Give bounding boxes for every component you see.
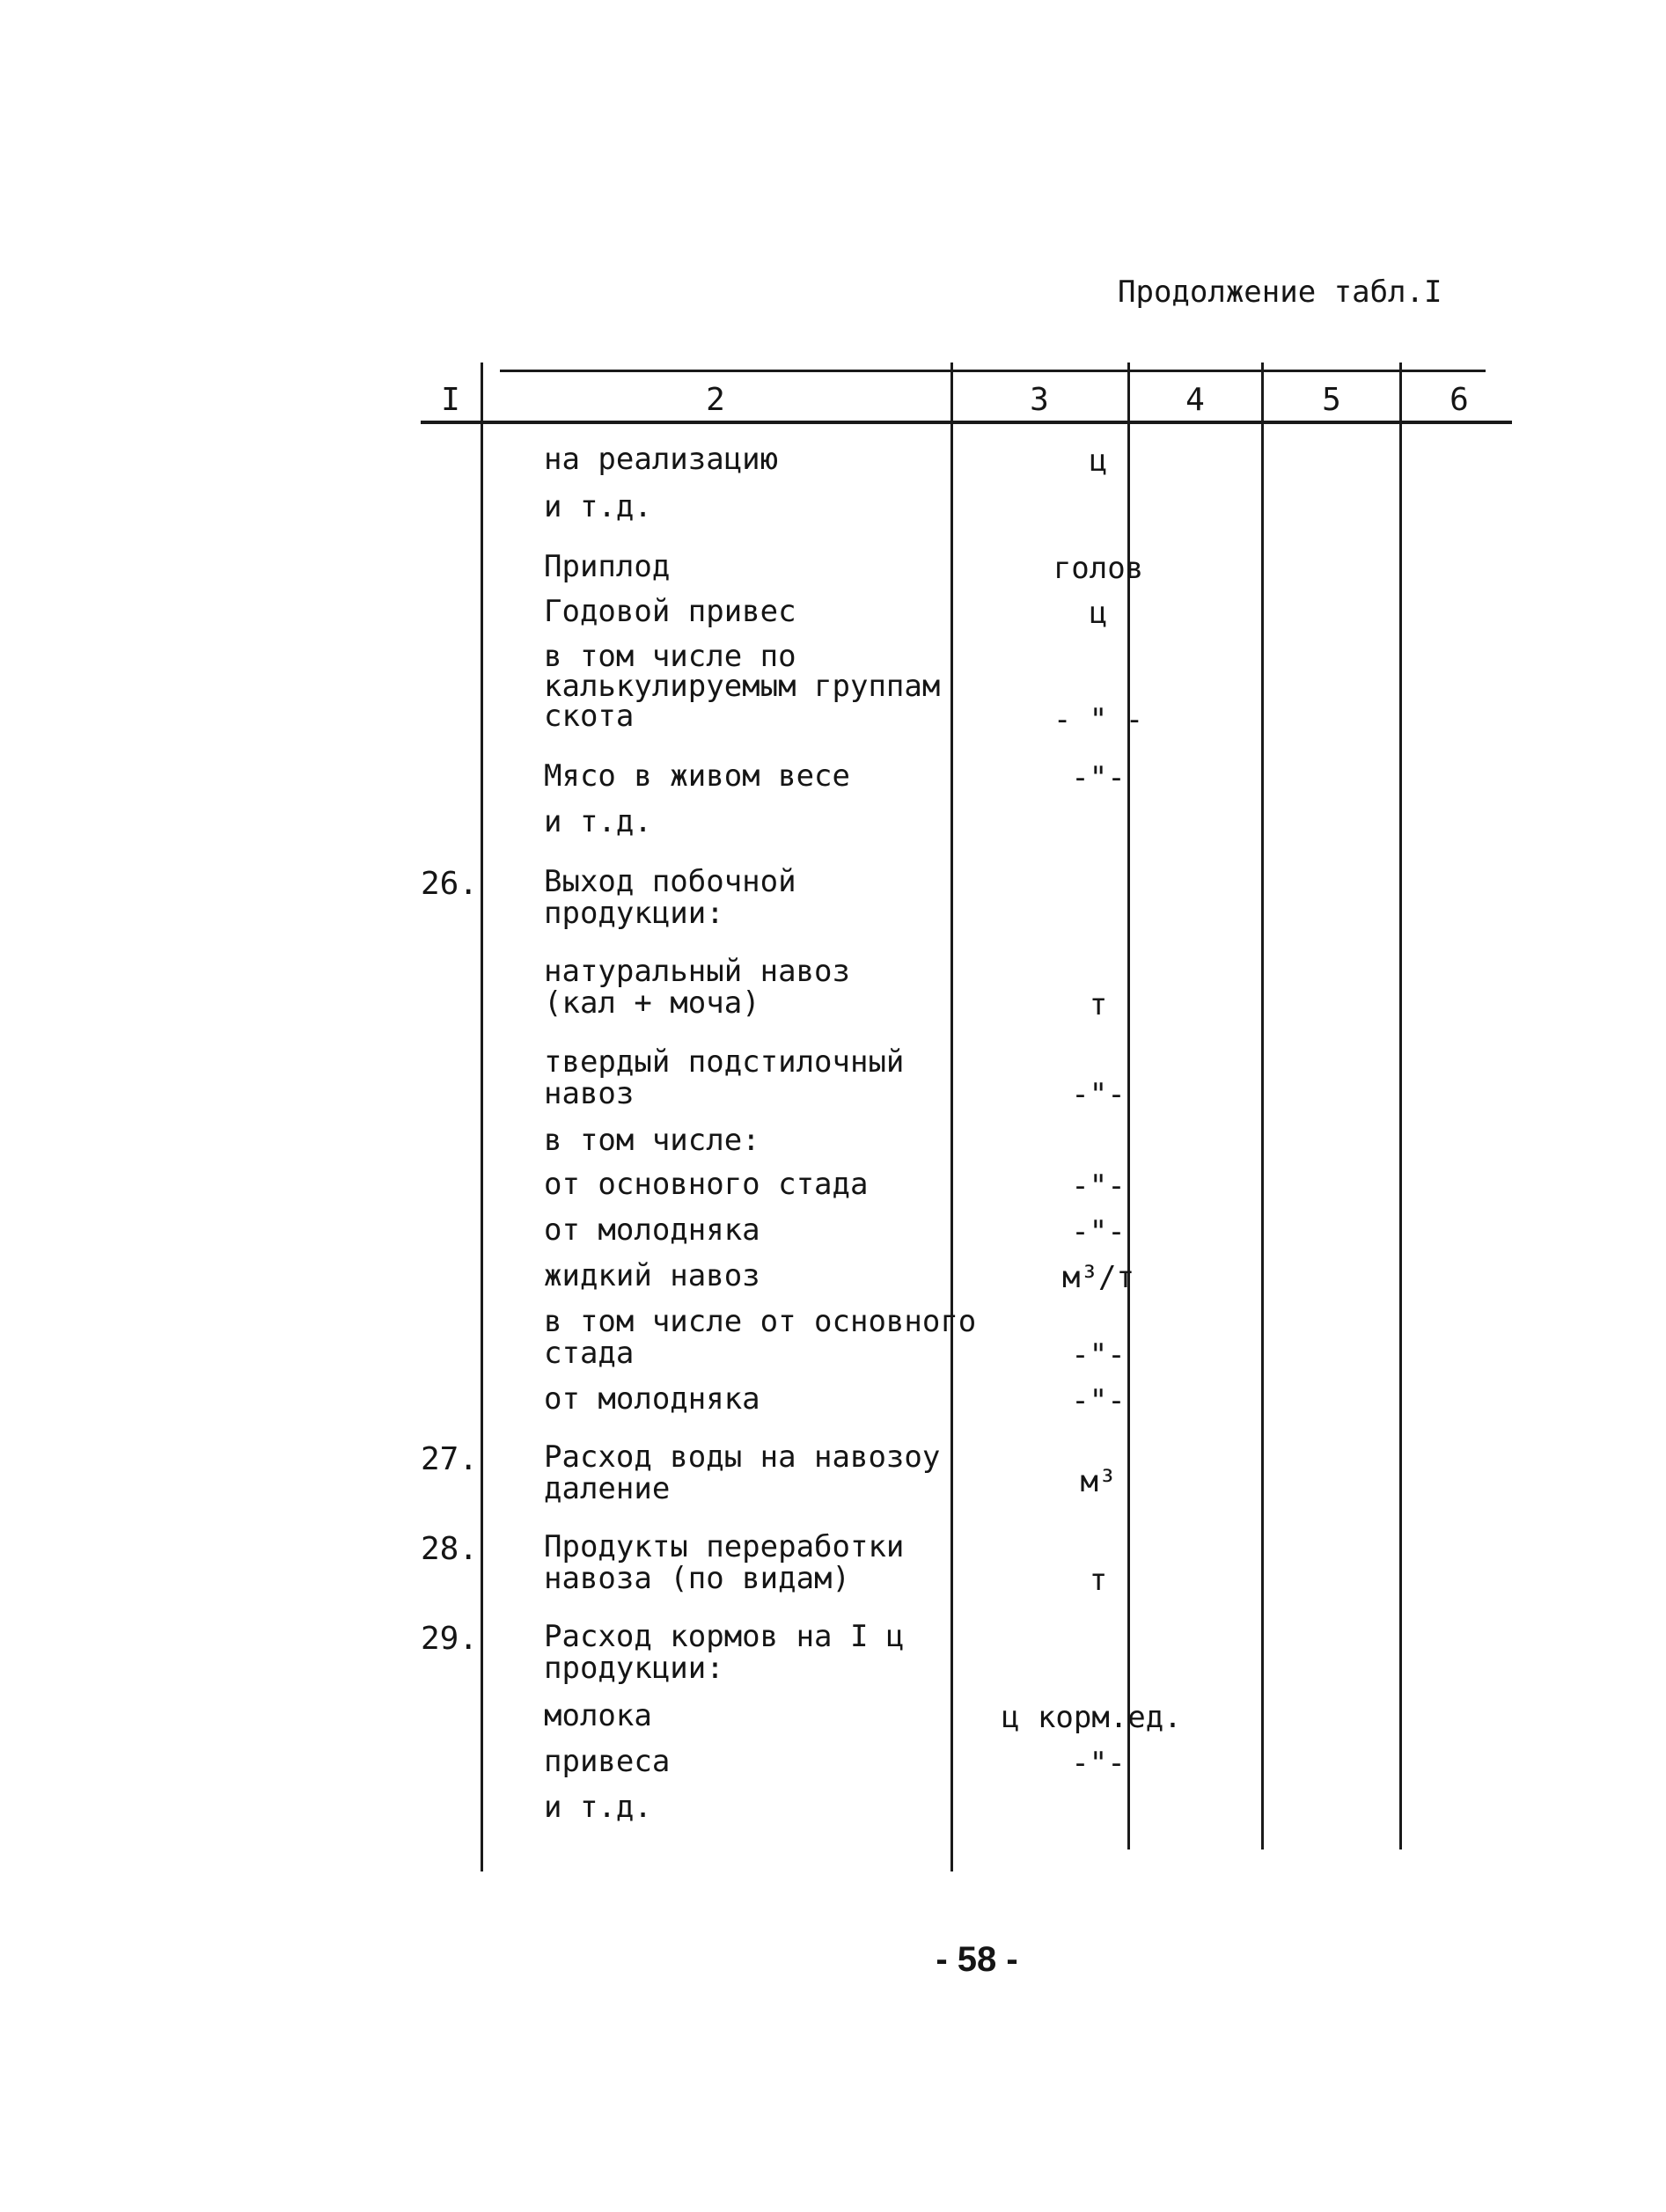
row-unit: т — [1089, 1563, 1108, 1598]
row-unit: м³ — [1080, 1464, 1117, 1499]
row-item: и т.д. — [544, 489, 652, 524]
row-item: и т.д. — [544, 1790, 652, 1825]
column-separator — [1399, 363, 1402, 1849]
row-unit: -"- — [1071, 1077, 1126, 1112]
header-col-5: 5 — [1322, 382, 1341, 418]
row-item: Годовой привес — [544, 594, 796, 629]
row-item: в том числе по калькулируемым группам скота — [544, 639, 941, 734]
row-unit: -"- — [1071, 1383, 1126, 1418]
header-top-rule — [500, 370, 1486, 372]
column-separator — [1261, 363, 1264, 1849]
row-item: натуральный навоз (кал + моча) — [544, 954, 850, 1021]
row-item: Приплод — [544, 549, 671, 584]
row-unit: -"- — [1071, 1214, 1126, 1249]
row-item: от основного стада — [544, 1167, 869, 1202]
row-item: молока — [544, 1698, 652, 1733]
row-number: 26. — [421, 866, 479, 902]
row-number: 29. — [421, 1621, 479, 1657]
row-item: от молодняка — [544, 1381, 760, 1417]
header-bottom-rule — [421, 421, 1512, 424]
table-caption: Продолжение табл.I — [1118, 275, 1442, 310]
row-item: в том числе от основного стада — [544, 1304, 977, 1371]
row-unit: ц — [1089, 596, 1108, 631]
header-col-1: I — [441, 382, 460, 418]
row-item: Продукты переработки навоза (по видам) — [544, 1529, 905, 1596]
row-item: твердый подстилочный навоз — [544, 1044, 905, 1111]
row-item: от молодняка — [544, 1212, 760, 1248]
header-col-6: 6 — [1449, 382, 1469, 418]
row-unit: ц корм.ед. — [1002, 1700, 1182, 1735]
row-unit: т — [1089, 987, 1108, 1022]
row-unit: -"- — [1071, 1746, 1126, 1781]
row-item: жидкий навоз — [544, 1258, 760, 1293]
row-unit: -"- — [1071, 1168, 1126, 1204]
row-item: Выход побочной продукции: — [544, 864, 796, 931]
page-number: - 58 - — [936, 1940, 1018, 1979]
row-item: привеса — [544, 1744, 671, 1779]
row-item: на реализацию — [544, 442, 779, 477]
row-item: Расход кормов на I ц продукции: — [544, 1619, 905, 1686]
data-table — [421, 363, 1512, 1876]
row-item: в том числе: — [544, 1123, 760, 1158]
header-col-3: 3 — [1030, 382, 1049, 418]
row-item: и т.д. — [544, 804, 652, 839]
row-unit: голов — [1053, 551, 1144, 586]
row-item: Расход воды на навозоудаление — [544, 1439, 941, 1506]
row-item: Мясо в живом весе — [544, 758, 850, 794]
row-number: 28. — [421, 1531, 479, 1567]
column-separator — [950, 363, 953, 1871]
row-unit: -"- — [1071, 760, 1126, 795]
header-col-4: 4 — [1185, 382, 1205, 418]
row-number: 27. — [421, 1441, 479, 1477]
row-unit: -"- — [1071, 1337, 1126, 1373]
row-unit: - " - — [1053, 702, 1144, 737]
column-separator — [481, 363, 483, 1871]
row-unit: м³/т — [1062, 1260, 1134, 1295]
header-col-2: 2 — [706, 382, 725, 418]
row-unit: ц — [1089, 443, 1108, 479]
